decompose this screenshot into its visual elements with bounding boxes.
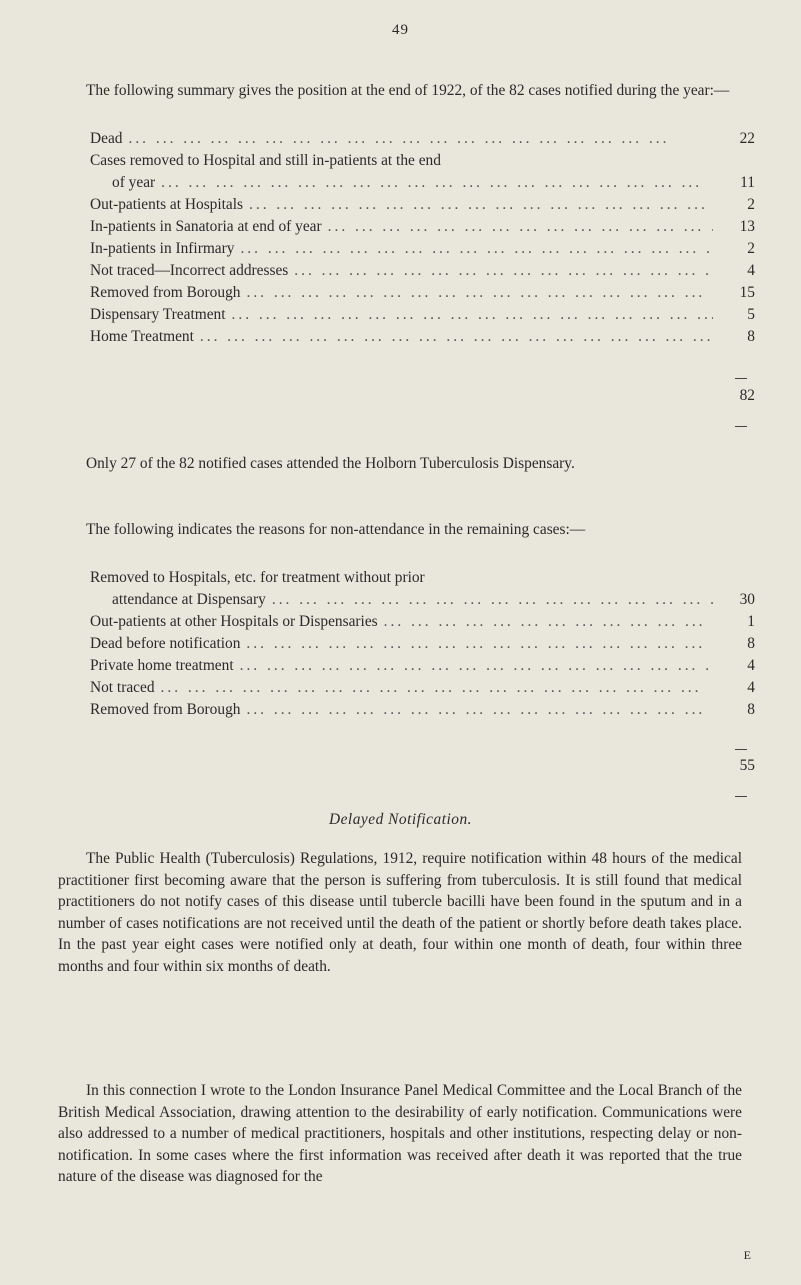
list-item: In-patients in Sanatoria at end of year ... . 13 — [90, 214, 755, 236]
reasons-list — [90, 565, 755, 719]
reasons-total: 55 — [739, 757, 755, 774]
attendance-text: Only 27 of the 82 notified cases attended the Holborn Tuberculosis Dispensary. — [86, 455, 575, 472]
list-item: Dispensary Treatment ... . 5 — [90, 302, 755, 324]
paragraph-delayed-notification: The Public Health (Tuberculosis) Regulations, 1912, require notification within 48 hours of the medical practitioner first becoming aware that the person is suffering from tuberculosis. It is still found that medical practitioners do not notify cases of this disease until tubercle bacilli have been found in the sputum and in a number of cases notifications are not received until the death of the patient or shortly before death takes place. In the past year eight cases were notified only at death, four within one month of death, four within three months and four within six months of death. — [58, 850, 742, 975]
summary-intro: The following summary gives the position at the end of 1922, of the 82 cases notified during the year:— — [86, 82, 730, 99]
total-rule-bottom — [735, 796, 747, 797]
signature-mark: E — [743, 1248, 751, 1262]
total-rule-bottom — [735, 426, 747, 427]
summary-list — [90, 126, 755, 346]
section-heading: Delayed Notification. — [328, 811, 472, 828]
list-item: Removed to Hospitals, etc. for treatment without prior attendance at Dispensary ... . 30 — [90, 565, 755, 609]
paragraph-correspondence: In this connection I wrote to the London Insurance Panel Medical Committee and the Local Branch of the British Medical Association, drawing attention to the desirability of early notification. Communications were also addressed to a number of medical practitioners, hospitals and other institutions, respecting delay or non-notification. In some cases where the first information was received after death it was reported that the true nature of the disease was diagnosed for the — [58, 1082, 742, 1185]
list-item: Home Treatment ... . 8 — [90, 324, 755, 346]
list-item: Private home treatment ... . 4 — [90, 653, 755, 675]
reasons-intro: The following indicates the reasons for non-attendance in the remaining cases:— — [86, 521, 586, 538]
list-item: Dead ... . 22 — [90, 126, 755, 148]
list-item: Removed from Borough ... . 15 — [90, 280, 755, 302]
list-item: Not traced ... . 4 — [90, 675, 755, 697]
list-item: In-patients in Infirmary ... . 2 — [90, 236, 755, 258]
total-rule-top — [735, 378, 747, 379]
list-item: Out-patients at Hospitals ... . 2 — [90, 192, 755, 214]
list-item: Removed from Borough ... . 8 — [90, 697, 755, 719]
summary-total: 82 — [739, 387, 755, 404]
total-rule-top — [735, 749, 747, 750]
list-item: Not traced—Incorrect addresses ... . 4 — [90, 258, 755, 280]
page-number: 49 — [392, 22, 409, 38]
list-item: Cases removed to Hospital and still in-patients at the end of year ... . 11 — [90, 148, 755, 192]
list-item: Dead before notification ... . 8 — [90, 631, 755, 653]
list-item: Out-patients at other Hospitals or Dispensaries ... . 1 — [90, 609, 755, 631]
